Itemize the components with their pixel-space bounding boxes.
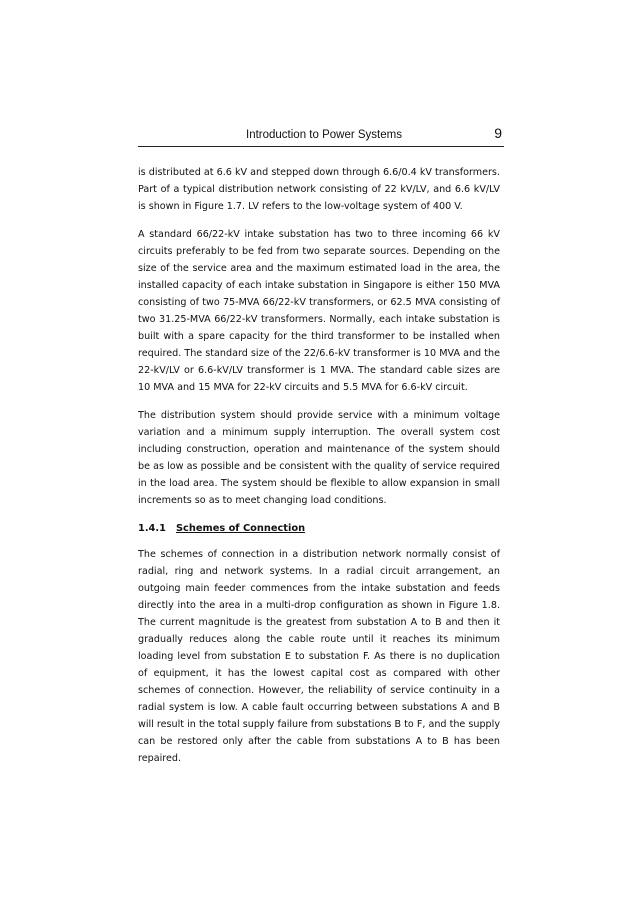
section-heading [138, 520, 500, 537]
section-title: Schemes of Connection [176, 523, 306, 534]
page-number: 9 [494, 125, 502, 141]
paragraph: is distributed at 6.6 kV and stepped down through 6.6/0.4 kV transformers. Part of a typical distribution network consisting of 22 kV/LV, and 6.6 kV/LV is shown in Figure 1.7. LV refers to the low-voltage system of 400 V. [138, 167, 500, 212]
header-title: Introduction to Power Systems [246, 129, 402, 141]
page-header [138, 124, 504, 147]
paragraph: The schemes of connection in a distribution network normally consist of radial, ring and network systems. In a radial circuit arrangement, an outgoing main feeder commences from the intake substation and feeds directly into the area in a multi-drop configuration as shown in Figure 1.8. The current magnitude is the greatest from substation A to B and then it gradually reduces along the cable route until it reaches its minimum loading level from substation E to substation F. As there is no duplication of equipment, it has the lowest capital cost as compared with other schemes of connection. However, the reliability of service continuity in a radial system is low. A cable fault occurring between substations A and B will result in the total supply failure from substations B to F, and the supply can be restored only after the cable from substations A to B has been repaired. [138, 549, 500, 764]
paragraph: The distribution system should provide service with a minimum voltage variation and a minimum supply interruption. The overall system cost including construction, operation and maintenance of the system should be as low as possible and be consistent with the quality of service required in the load area. The system should be flexible to allow expansion in small increments so as to meet changing load conditions. [138, 410, 500, 506]
page-body [138, 164, 500, 778]
section-number: 1.4.1 [138, 523, 166, 534]
paragraph: A standard 66/22-kV intake substation has two to three incoming 66 kV circuits preferably to be fed from two separate sources. Depending on the size of the service area and the maximum estimated load in the area, the installed capacity of each intake substation in Singapore is either 150 MVA consisting of two 75-MVA 66/22-kV transformers, or 62.5 MVA consisting of two 31.25-MVA 66/22-kV transformers. Normally, each intake substation is built with a spare capacity for the third transformer to be installed when required. The standard size of the 22/6.6-kV transformer is 10 MVA and the 22-kV/LV or 6.6-kV/LV transformer is 1 MVA. The standard cable sizes are 10 MVA and 15 MVA for 22-kV circuits and 5.5 MVA for 6.6-kV circuit. [138, 229, 500, 393]
